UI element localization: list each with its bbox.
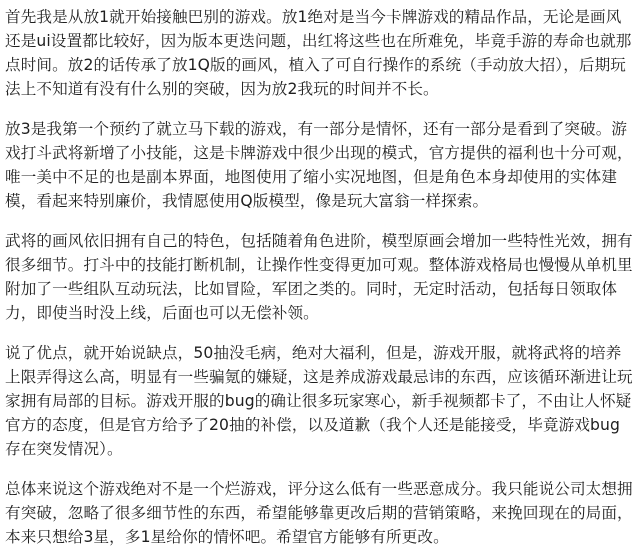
paragraph-2: 放3是我第一个预约了就立马下载的游戏，有一部分是情怀，还有一部分是看到了突破。游戏打斗武将新增了小技能，这是卡牌游戏中很少出现的模式，官方提供的福利也十分可观，唯一美中不足的也是副本界面，地图使用了缩小实况地图，但是角色本身却使用的实体建模，看起来特别廉价，我情愿使用Q版模型，像是玩大富翁一样探索。	[5, 120, 633, 210]
paragraph-5: 总体来说这个游戏绝对不是一个烂游戏，评分这么低有一些恶意成分。我只能说公司太想拥有突破，忽略了很多细节性的东西，希望能够靠更改后期的营销策略，来挽回现在的局面，本来只想给3星，多1星给你的情怀吧。希望官方能够有所更改。	[5, 480, 633, 546]
paragraph-4: 说了优点，就开始说缺点，50抽没毛病，绝对大福利，但是，游戏开服，就将武将的培养上限弄得这么高，明显有一些骗氪的嫌疑，这是养成游戏最忌讳的东西，应该循环渐进让玩家拥有局部的目标。游戏开服的bug的确让很多玩家寒心，新手视频都卡了，不由让人怀疑官方的态度，但是官方给予了20抽的补偿，以及道歉（我个人还是能接受，毕竟游戏bug存在突发情况）。	[5, 344, 633, 458]
paragraph-3: 武将的画风依旧拥有自己的特色，包括随着角色进阶，模型原画会增加一些特性光效，拥有很多细节。打斗中的技能打断机制，让操作性变得更加可观。整体游戏格局也慢慢从单机里附加了一些组队互动玩法，比如冒险，军团之类的。同时，无定时活动，包括每日领取体力，即使当时没上线，后面也可以无偿补领。	[5, 232, 633, 322]
paragraph-1: 首先我是从放1就开始接触巴别的游戏。放1绝对是当今卡牌游戏的精品作品，无论是画风还是ui设置都比较好，因为版本更迭问题，出红将这些也在所难免，毕竟手游的寿命也就那点时间。放2的话传承了放1Q版的画风，植入了可自行操作的系统（手动放大招），后期玩法上不知道有没有什么别的突破，因为放2我玩的时间并不长。	[5, 8, 632, 98]
